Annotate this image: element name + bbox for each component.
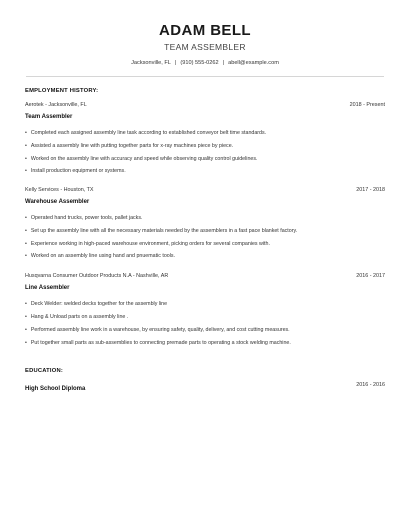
job-company: Kelly Services - Houston, TX	[25, 187, 94, 193]
job-bullet	[25, 340, 291, 346]
bullet-icon: •	[25, 143, 27, 149]
bullet-text: Operated hand trucks, power tools, pallet jacks.	[30, 215, 143, 221]
bullet-icon: •	[25, 156, 27, 162]
contact-location: Jacksonville, FL	[131, 60, 171, 66]
job-bullet	[25, 314, 128, 320]
contact-line	[0, 60, 410, 66]
bullet-icon: •	[25, 228, 27, 234]
job-role: Line Assembler	[25, 285, 70, 291]
job-bullet	[25, 156, 257, 162]
contact-email: abell@example.com	[228, 60, 279, 66]
bullet-icon: •	[25, 327, 27, 333]
contact-separator: |	[222, 60, 225, 66]
job-bullet	[25, 215, 142, 221]
bullet-text: Experience working in high-paced warehouse environment, picking orders for several companies with.	[30, 241, 270, 247]
bullet-text: Completed each assigned assembly line task according to established conveyor belt time standards.	[30, 130, 267, 136]
job-dates: 2017 - 2018	[356, 187, 385, 193]
bullet-text: Set up the assembly line with all the necessary materials needed by the assemblers in a fast pace blanket factory.	[30, 228, 298, 234]
bullet-text: Worked on the assembly line with accuracy and speed while observing quality control guidelines.	[30, 156, 258, 162]
job-bullet	[25, 327, 290, 333]
bullet-text: Assisted a assembly line with putting together parts for x-ray machines piece by piece.	[30, 143, 234, 149]
candidate-name: ADAM BELL	[159, 22, 251, 39]
candidate-title: TEAM ASSEMBLER	[164, 42, 246, 52]
bullet-icon: •	[25, 314, 27, 320]
bullet-icon: •	[25, 168, 27, 174]
bullet-icon: •	[25, 301, 27, 307]
job-bullet	[25, 168, 126, 174]
job-role: Team Assembler	[25, 114, 73, 120]
bullet-icon: •	[25, 253, 27, 259]
job-role: Warehouse Assembler	[25, 199, 90, 205]
job-bullet	[25, 130, 266, 136]
bullet-text: Hang & Unload parts on a assembly line .	[30, 314, 129, 320]
bullet-text: Performed assembly line work in a warehouse, by ensuring safety, quality, delivery, and cost cutting measures.	[30, 327, 290, 333]
employment-heading: EMPLOYMENT HISTORY:	[25, 88, 99, 94]
job-company: Aerotek - Jacksonville, FL	[25, 102, 87, 108]
bullet-icon: •	[25, 340, 27, 346]
job-dates: 2016 - 2017	[356, 273, 385, 279]
job-dates: 2018 - Present	[349, 102, 385, 108]
job-bullet	[25, 241, 270, 247]
bullet-text: Worked on an assembly line using hand and pnuematic tools.	[30, 253, 176, 259]
bullet-icon: •	[25, 215, 27, 221]
bullet-text: Deck Welder: welded decks together for the assembly line	[30, 301, 168, 307]
job-bullet	[25, 228, 297, 234]
education-degree: High School Diploma	[25, 386, 86, 392]
job-company: Husqvarna Consumer Outdoor Products N.A - Nashville, AR	[25, 273, 169, 279]
contact-separator: |	[174, 60, 177, 66]
job-bullet	[25, 143, 233, 149]
bullet-icon: •	[25, 241, 27, 247]
education-heading: EDUCATION:	[25, 368, 63, 374]
bullet-text: Install production equipment or systems.	[30, 168, 126, 174]
contact-phone: (910) 555-0262	[180, 60, 219, 66]
bullet-text: Put together small parts as sub-assemblies to connecting premade parts to operating a stock welding machine.	[30, 340, 291, 346]
header-divider	[26, 76, 384, 77]
education-dates: 2016 - 2016	[356, 382, 385, 388]
job-bullet	[25, 301, 167, 307]
job-bullet	[25, 253, 175, 259]
bullet-icon: •	[25, 130, 27, 136]
